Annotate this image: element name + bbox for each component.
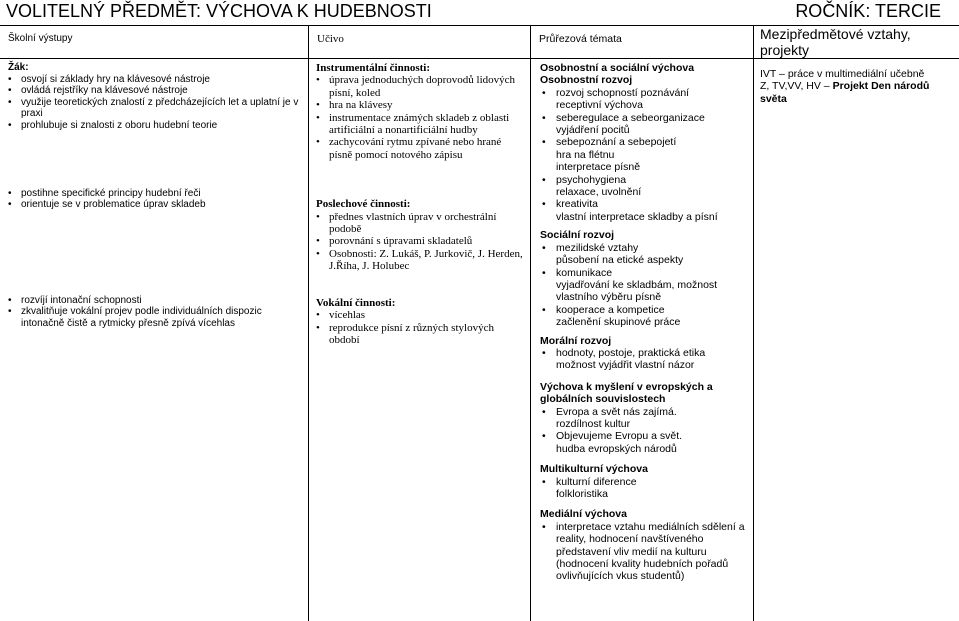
sub-item: vyjadřování ke skladbám, možnost vlastního výběru písně: [556, 278, 718, 304]
multicultural-list: [540, 476, 750, 501]
sub-item: možnost vyjádřit vlastní názor: [556, 359, 695, 372]
sub-item: vyjádření pocitů: [556, 124, 630, 137]
relation-subjects: Z, TV,VV, HV –: [760, 80, 833, 93]
table-header: [0, 26, 959, 59]
instrumental-title: Instrumentální činnosti:: [316, 62, 430, 74]
list-item: • přednes vlastních úprav v orchestrální podobě: [316, 211, 524, 236]
sub-item: působení na etické aspekty: [556, 254, 684, 267]
header-curriculum-label: Učivo: [317, 33, 344, 45]
list-item: • ovládá rejstříky na klávesové nástroje: [8, 85, 303, 97]
social-list: [540, 242, 750, 329]
sub-item: začlenění skupinové práce: [556, 316, 681, 329]
list-item: • zachycování rytmu zpívané nebo hrané písně pomocí notového zápisu: [316, 136, 524, 161]
list-item: • porovnání s úpravami skladatelů: [316, 235, 524, 247]
title-bar: [0, 0, 959, 26]
sub-item: hra na flétnu: [556, 148, 615, 161]
sub-item: receptivní výchova: [556, 99, 643, 112]
europe-title: Výchova k myšlení v evropských a globálních souvislostech: [540, 380, 713, 406]
media-title: Mediální výchova: [540, 508, 627, 521]
personal-list: [540, 87, 750, 223]
list-item: • zkvalitňuje vokální projev podle individuálních dispozic intonačně čistě a rytmicky přesně zpívá vícehlas: [8, 306, 303, 329]
sub-item: folkloristika: [556, 488, 608, 500]
outcomes-group-1: [8, 74, 303, 132]
osv-title: Osobnostní a sociální výchova: [540, 62, 695, 74]
sub-item: interpretace písně: [556, 161, 641, 174]
relation-ivt: IVT – práce v multimediální učebně: [760, 68, 925, 80]
multicultural-title: Multikulturní výchova: [540, 463, 648, 476]
list-item: • mezilidské vztahy: [540, 242, 750, 254]
list-item: • hodnoty, postoje, praktická etika: [540, 347, 750, 359]
themes-column: [540, 62, 750, 583]
project-name: Projekt Den národů světa: [760, 80, 930, 105]
list-item: • postihne specifické principy hudební řeči: [8, 188, 303, 200]
personal-title: Osobnostní rozvoj: [540, 74, 633, 87]
sub-item: rozdílnost kultur: [556, 417, 631, 430]
grade-title: ROČNÍK: TERCIE: [795, 1, 941, 21]
header-themes: [531, 26, 751, 58]
list-item: • orientuje se v problematice úprav skladeb: [8, 199, 303, 211]
list-item: • osvojí si základy hry na klávesové nástroje: [8, 74, 303, 86]
outcomes-column: [8, 62, 303, 330]
list-item: • Osobnosti: Z. Lukáš, P. Jurkovič, J. Herden, J.Říha, J. Holubec: [316, 248, 524, 273]
list-item: • psychohygiena: [540, 174, 750, 186]
list-item: • úprava jednoduchých doprovodů lidových písní, koled: [316, 74, 524, 99]
media-list: [540, 521, 750, 583]
relation-project: [760, 80, 950, 105]
sub-item: vlastní interpretace skladby a písní: [556, 210, 718, 223]
instrumental-list: [316, 74, 524, 161]
sub-item: relaxace, uvolnění: [556, 186, 642, 199]
list-item: • využije teoretických znalostí z předcházejících let a uplatní je v praxi: [8, 97, 303, 120]
list-item: • rozvíjí intonační schopnosti: [8, 295, 303, 307]
list-item: • interpretace vztahu mediálních sdělení a reality, hodnocení navštíveného představení vliv medií na kulturu (hodnocení kvality hudebních pořadů ovlivňujících vkus studentů): [540, 521, 750, 583]
list-item: • instrumentace známých skladeb z oblasti artificiální a nonartificiální hudby: [316, 112, 524, 137]
europe-list: [540, 406, 750, 456]
list-item: • Evropa a svět nás zajímá.: [540, 406, 750, 418]
student-label: Žák:: [8, 62, 29, 73]
list-item: • Objevujeme Evropu a svět.: [540, 430, 750, 442]
vocal-list: [316, 309, 524, 346]
moral-list: [540, 347, 750, 372]
list-item: • kreativita: [540, 198, 750, 210]
list-item: • reprodukce písní z různých stylových období: [316, 322, 524, 347]
list-item: • rozvoj schopností poznávání: [540, 87, 750, 99]
curriculum-column: [316, 62, 524, 346]
outcomes-group-3: [8, 295, 303, 330]
vocal-title: Vokální činnosti:: [316, 296, 396, 309]
subject-title: VOLITELNÝ PŘEDMĚT: VÝCHOVA K HUDEBNOSTI: [6, 1, 432, 21]
list-item: • komunikace: [540, 267, 750, 279]
column-divider: [753, 26, 754, 621]
list-item: • seberegulace a sebeorganizace: [540, 112, 750, 124]
list-item: • kooperace a kompetice: [540, 304, 750, 316]
listening-title: Poslechové činnosti:: [316, 198, 411, 211]
header-themes-label: Průřezová témata: [539, 33, 622, 45]
social-title: Sociální rozvoj: [540, 229, 615, 242]
relations-column: [760, 62, 950, 105]
header-relations-label: Mezipředmětové vztahy, projekty: [760, 26, 911, 58]
moral-title: Morální rozvoj: [540, 334, 612, 347]
sub-item: hudba evropských národů: [556, 442, 677, 455]
listening-list: [316, 211, 524, 273]
list-item: • sebepoznání a sebepojetí: [540, 136, 750, 148]
list-item: • kulturní diference: [540, 476, 750, 488]
list-item: • prohlubuje si znalosti z oboru hudební teorie: [8, 120, 303, 132]
header-curriculum: [309, 26, 529, 58]
outcomes-group-2: [8, 188, 303, 211]
column-divider: [530, 26, 531, 621]
header-outcomes-label: Školní výstupy: [8, 33, 73, 44]
list-item: • hra na klávesy: [316, 99, 524, 111]
header-outcomes: [0, 26, 305, 58]
column-divider: [308, 26, 309, 621]
header-relations: [754, 26, 959, 58]
list-item: • vícehlas: [316, 309, 524, 321]
